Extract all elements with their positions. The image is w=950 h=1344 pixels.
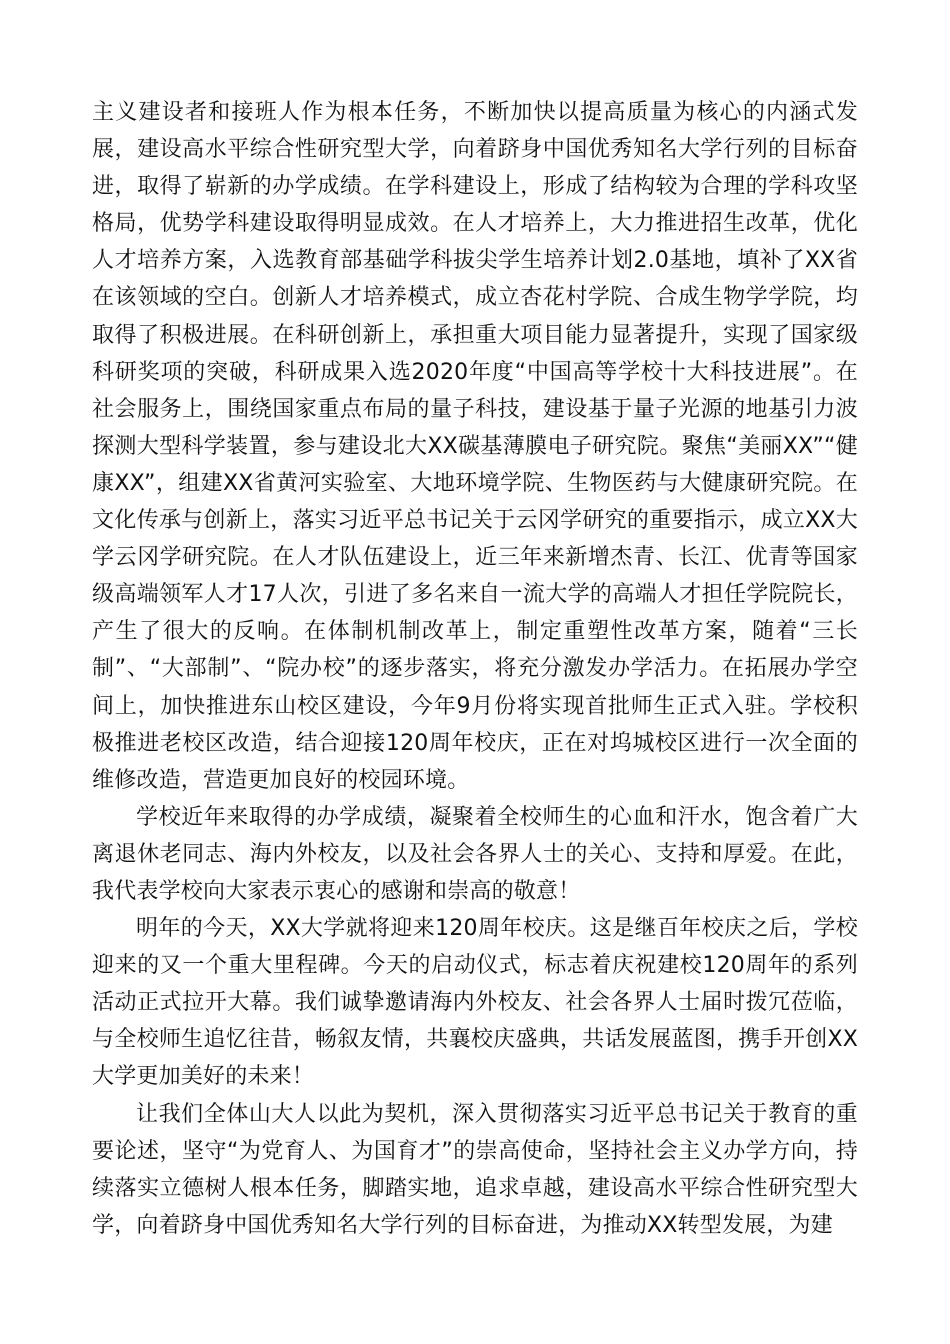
- paragraph-2: 学校近年来取得的办学成绩，凝聚着全校师生的心血和汗水，饱含着广大离退休老同志、海内外校友，以及社会各界人士的关心、支持和厚爱。在此，我代表学校向大家表示衷心的感谢和崇高的敬意！: [92, 804, 858, 904]
- paragraph-3: 明年的今天，XX大学就将迎来120周年校庆。这是继百年校庆之后，学校迎来的又一个重大里程碑。今天的启动仪式，标志着庆祝建校120周年的系列活动正式拉开大幕。我们诚挚邀请海内外校友、社会各界人士届时拨冗莅临，与全校师生追忆往昔，畅叙友情，共襄校庆盛典，共话发展蓝图，携手开创XX大学更加美好的未来！: [92, 916, 858, 1090]
- paragraph-4: 让我们全体山大人以此为契机，深入贯彻落实习近平总书记关于教育的重要论述，坚守“为党育人、为国育才”的崇高使命，坚持社会主义办学方向，持续落实立德树人根本任务，脚踏实地，追求卓越，建设高水平综合性研究型大学，向着跻身中国优秀知名大学行列的目标奋进，为推动XX转型发展，为建: [92, 1101, 858, 1238]
- paragraph-1: 主义建设者和接班人作为根本任务，不断加快以提高质量为核心的内涵式发展，建设高水平综合性研究型大学，向着跻身中国优秀知名大学行列的目标奋进，取得了崭新的办学成绩。在学科建设上，形成了结构较为合理的学科攻坚格局，优势学科建设取得明显成效。在人才培养上，大力推进招生改革，优化人才培养方案，入选教育部基础学科拔尖学生培养计划2.0基地，填补了XX省在该领域的空白。创新人才培养模式，成立杏花村学院、合成生物学学院，均取得了积极进展。在科研创新上，承担重大项目能力显著提升，实现了国家级科研奖项的突破，科研成果入选2020年度“中国高等学校十大科技进展”。在社会服务上，围绕国家重点布局的量子科技，建设基于量子光源的地基引力波探测大型科学装置，参与建设北大XX碳基薄膜电子研究院。聚焦“美丽XX”“健康XX”，组建XX省黄河实验室、大地环境学院、生物医药与大健康研究院。在文化传承与创新上，落实习近平总书记关于云冈学研究的重要指示，成立XX大学云冈学研究院。在人才队伍建设上，近三年来新增杰青、长江、优青等国家级高端领军人才17人次，引进了多名来自一流大学的高端人才担任学院院长，产生了很大的反响。在体制机制改革上，制定重塑性改革方案，随着“三长制”、“大部制”、“院办校”的逐步落实，将充分激发办学活力。在拓展办学空间上，加快推进东山校区建设，今年9月份将实现首批师生正式入驻。学校积极推进老校区改造，结合迎接120周年校庆，正在对坞城校区进行一次全面的维修改造，营造更加良好的校园环境。: [92, 100, 858, 793]
- document-page: [92, 94, 858, 1244]
